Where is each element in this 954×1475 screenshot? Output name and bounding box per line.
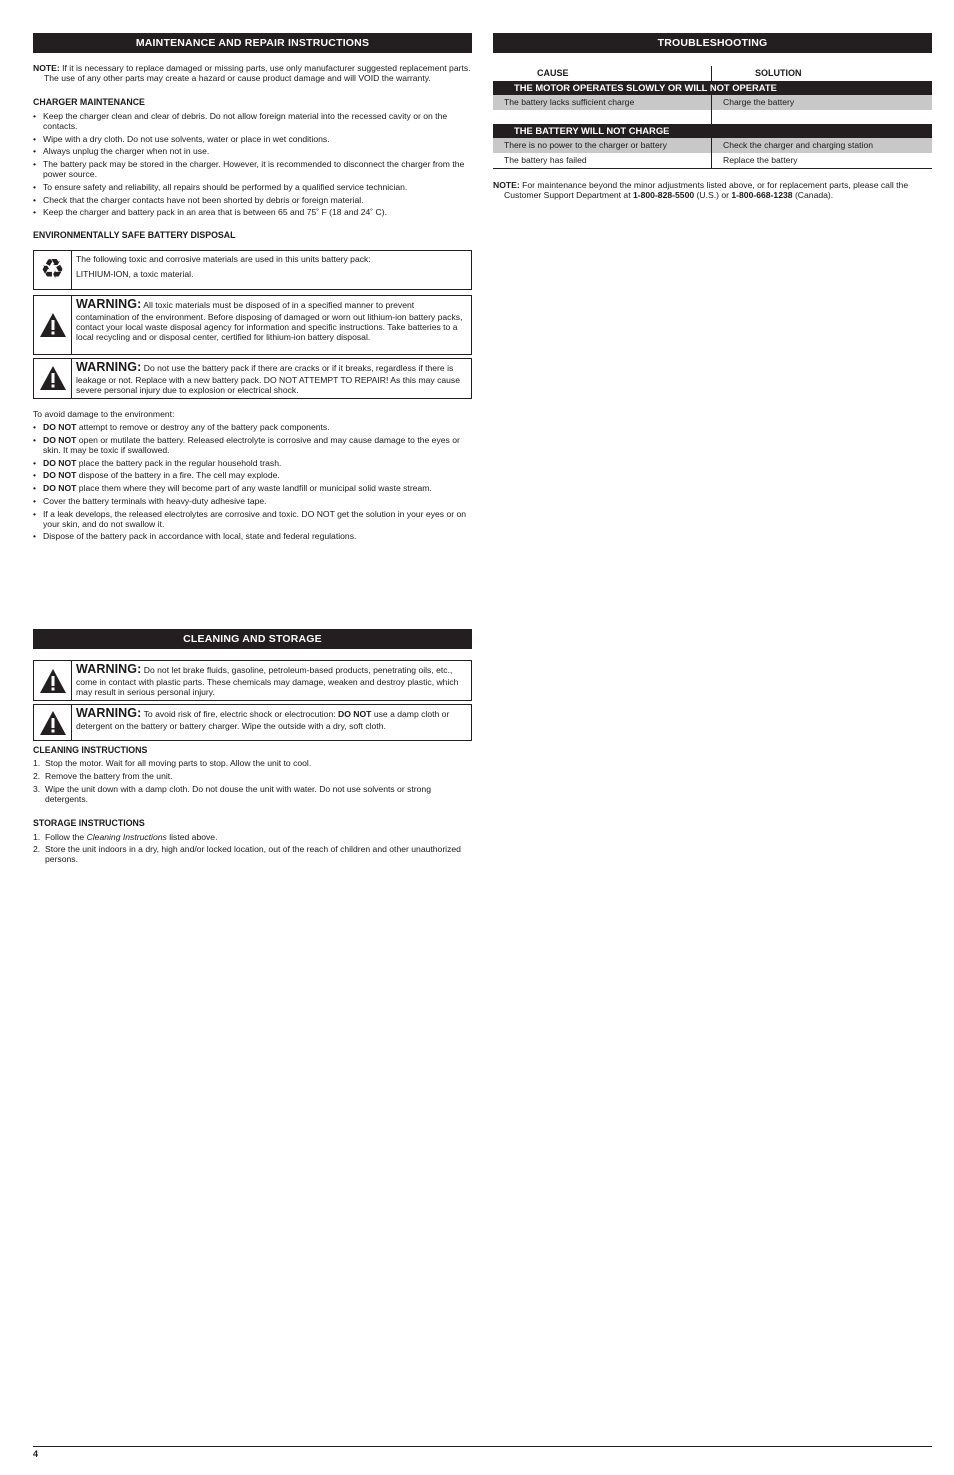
phone-canada: 1-800-668-1238 bbox=[731, 190, 793, 201]
recycle-text-line2: LITHIUM-ION, a toxic material. bbox=[76, 269, 194, 279]
recycle-text-line1: The following toxic and corrosive materials are used in this units battery pack: bbox=[76, 253, 371, 264]
list-item: • DO NOT place the battery pack in the regular household trash. bbox=[33, 458, 472, 468]
warning-triangle-icon bbox=[39, 312, 67, 338]
list-item: • Cover the battery terminals with heavy-duty adhesive tape. bbox=[33, 496, 472, 506]
warning-box-disposal bbox=[33, 295, 472, 355]
warning-triangle-icon bbox=[39, 365, 67, 391]
page-number: 4 bbox=[33, 1449, 39, 1459]
list-item: • DO NOT place them where they will become part of any waste landfill or municipal solid waste stream. bbox=[33, 483, 472, 493]
footer-rule bbox=[33, 1446, 932, 1447]
warning-label: WARNING: bbox=[76, 359, 142, 374]
storage-instructions-title: STORAGE INSTRUCTIONS bbox=[33, 818, 145, 829]
table-header-row bbox=[493, 66, 932, 81]
phone-us: 1-800-828-5500 bbox=[632, 190, 695, 201]
list-item: • DO NOT dispose of the battery in a fire. The cell may explode. bbox=[33, 470, 472, 480]
warning-triangle-icon bbox=[39, 668, 67, 694]
list-item: • To ensure safety and reliability, all repairs should be performed by a qualified service technician. bbox=[33, 182, 472, 192]
troubleshooting-header: TROUBLESHOOTING bbox=[493, 33, 932, 53]
warning-triangle-icon bbox=[39, 710, 67, 736]
list-item: 3. Wipe the unit down with a damp cloth. Do not douse the unit with water. Do not use solvents or strong detergents. bbox=[33, 783, 431, 804]
warning-label: WARNING: bbox=[76, 706, 142, 720]
cleaning-instructions-title: CLEANING INSTRUCTIONS bbox=[33, 745, 148, 755]
list-item: • DO NOT open or mutilate the battery. Released electrolyte is corrosive and may cause damage to the eyes or skin. It may be toxic if swallowed. bbox=[33, 435, 472, 455]
troubleshooting-note: NOTE: For maintenance beyond the minor adjustments listed above, or for replacement parts, please call the Customer Support Department at 1-800-828-5500 (U.S.) or 1-800-668-1238 (Canada). bbox=[493, 180, 909, 201]
warning-box-electric: WARNING: To avoid risk of fire, electric shock or electrocution: DO NOT use a damp cloth or detergent on the battery or battery charger. Wipe the outside with a dry, soft cloth. bbox=[33, 704, 472, 741]
maintenance-header: MAINTENANCE AND REPAIR INSTRUCTIONS bbox=[33, 33, 472, 53]
storage-steps bbox=[33, 832, 472, 865]
battery-disposal-title: ENVIRONMENTALLY SAFE BATTERY DISPOSAL bbox=[33, 230, 236, 241]
environment-list bbox=[33, 422, 472, 542]
group-heading-battery: THE BATTERY WILL NOT CHARGE bbox=[493, 124, 932, 138]
list-item: • Check that the charger contacts have not been shorted by debris or foreign material. bbox=[33, 195, 472, 205]
table-spacer bbox=[493, 110, 932, 124]
table-row: The battery lacks sufficient charge Charge the battery bbox=[493, 95, 932, 110]
warning-label: WARNING: bbox=[76, 296, 142, 311]
cleaning-steps bbox=[33, 758, 472, 804]
right-column bbox=[493, 33, 932, 200]
warning-text: Do not let brake fluids, gasoline, petroleum-based products, penetrating oils, etc., come in contact with plastic parts. These chemicals may damage, weaken and destroy plastic, which may result in serious personal injury. bbox=[76, 665, 459, 697]
charger-maintenance-title: CHARGER MAINTENANCE bbox=[33, 97, 145, 108]
col-solution-header: SOLUTION bbox=[755, 68, 802, 78]
list-item: 1. Follow the Cleaning Instructions listed above. bbox=[33, 831, 218, 842]
list-item: • Dispose of the battery pack in accordance with local, state and federal regulations. bbox=[33, 531, 472, 541]
list-item: • Keep the charger clean and clear of debris. Do not allow foreign material into the recessed cavity or on the contacts. bbox=[33, 111, 472, 131]
list-item: • Keep the charger and battery pack in an area that is between 65 and 75˚ F (18 and 24˚ C). bbox=[33, 207, 472, 217]
left-column bbox=[33, 33, 472, 544]
warning-label: WARNING: bbox=[76, 662, 142, 676]
list-item: 1. Stop the motor. Wait for all moving parts to stop. Allow the unit to cool. bbox=[33, 758, 312, 769]
charger-maintenance-list bbox=[33, 111, 472, 218]
list-item: • The battery pack may be stored in the charger. However, it is recommended to disconnect the charger from the power source. bbox=[33, 159, 472, 179]
warning-text: All toxic materials must be disposed of in a specified manner to prevent contamination of the environment. Before disposing of damaged or worn out lithium-ion battery packs, contact your local waste disposal agency for information and specific instructions. Take batteries to a local recycling and or disposal center, certified for lithium-ion battery disposal. bbox=[76, 299, 463, 342]
recycle-info-box bbox=[33, 250, 472, 290]
table-row: The battery has failed Replace the battery bbox=[493, 153, 932, 168]
list-item: • DO NOT attempt to remove or destroy any of the battery pack components. bbox=[33, 422, 472, 432]
list-item: 2. Store the unit indoors in a dry, high and/or locked location, out of the reach of children and other unauthorized persons. bbox=[33, 844, 461, 865]
list-item: • Always unplug the charger when not in use. bbox=[33, 146, 472, 156]
maintenance-note: NOTE: If it is necessary to replace damaged or missing parts, use only manufacturer suggested replacement parts. The use of any other parts may create a hazard or cause product damage and will VOID the warranty. bbox=[33, 63, 471, 84]
cleaning-header: CLEANING AND STORAGE bbox=[33, 629, 472, 649]
list-item: • Wipe with a dry cloth. Do not use solvents, water or place in wet conditions. bbox=[33, 134, 472, 144]
cleaning-section bbox=[33, 629, 472, 867]
troubleshooting-table bbox=[493, 66, 932, 169]
warning-text: Do not use the battery pack if there are cracks or if it breaks, regardless if there is leakage or not. Replace with a new battery pack. DO NOT ATTEMPT TO REPAIR! As this may cause severe personal injury due to explosion or electrical shock. bbox=[76, 362, 461, 395]
group-heading-motor: THE MOTOR OPERATES SLOWLY OR WILL NOT OPERATE bbox=[493, 81, 932, 95]
environment-intro: To avoid damage to the environment: bbox=[33, 408, 175, 419]
list-item: • If a leak develops, the released electrolytes are corrosive and toxic. DO NOT get the solution in your eyes or on your skin, and do not swallow it. bbox=[33, 509, 472, 529]
warning-box-damaged-pack bbox=[33, 358, 472, 399]
col-cause-header: CAUSE bbox=[493, 66, 712, 81]
recycle-icon-cell bbox=[34, 251, 72, 289]
list-item: 2. Remove the battery from the unit. bbox=[33, 771, 173, 782]
warning-box-chemicals bbox=[33, 660, 472, 701]
table-row: There is no power to the charger or battery Check the charger and charging station bbox=[493, 138, 932, 153]
recycle-icon: ♻ bbox=[40, 254, 65, 285]
